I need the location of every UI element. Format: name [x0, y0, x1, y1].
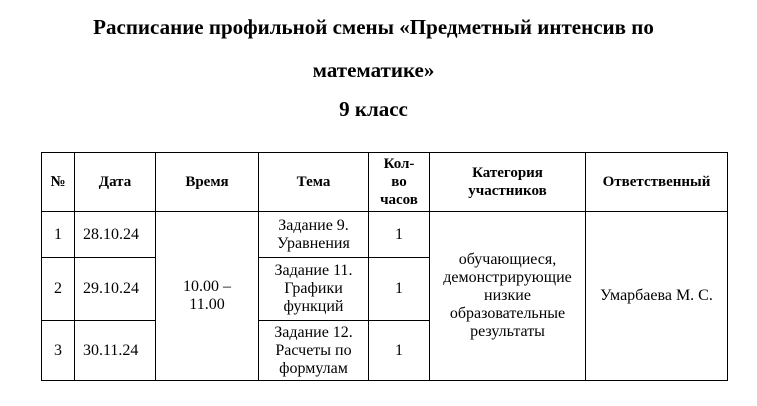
header-time: Время: [156, 153, 259, 212]
row-date: 28.10.24: [75, 212, 156, 258]
row-topic: Задание 11. Графики функций: [259, 258, 369, 321]
row-hours: 1: [369, 321, 430, 381]
header-date: Дата: [75, 153, 156, 212]
table-row: [42, 212, 728, 258]
row-number: 1: [42, 212, 75, 258]
document-title-line-1: Расписание профильной смены «Предметный интенсив по: [93, 15, 654, 39]
header-number: №: [42, 153, 75, 212]
document-subtitle-grade: 9 класс: [339, 97, 408, 121]
row-date: 29.10.24: [75, 258, 156, 321]
header-responsible: Ответственный: [586, 153, 728, 212]
row-topic: Задание 9. Уравнения: [259, 212, 369, 258]
row-hours: 1: [369, 258, 430, 321]
category-cell: обучающиеся, демонстрирующие низкие образовательные результаты: [430, 212, 586, 381]
responsible-cell: Умарбаева М. С.: [586, 212, 728, 381]
document-title-line-2: математике»: [312, 58, 435, 82]
time-cell: 10.00 – 11.00: [156, 212, 259, 381]
row-hours: 1: [369, 212, 430, 258]
header-hours: Кол- во часов: [369, 153, 430, 212]
table-header-row: [42, 153, 728, 212]
schedule-table: [41, 152, 728, 381]
header-category: Категория участников: [430, 153, 586, 212]
row-number: 3: [42, 321, 75, 381]
row-number: 2: [42, 258, 75, 321]
header-topic: Тема: [259, 153, 369, 212]
row-topic: Задание 12. Расчеты по формулам: [259, 321, 369, 381]
row-date: 30.11.24: [75, 321, 156, 381]
